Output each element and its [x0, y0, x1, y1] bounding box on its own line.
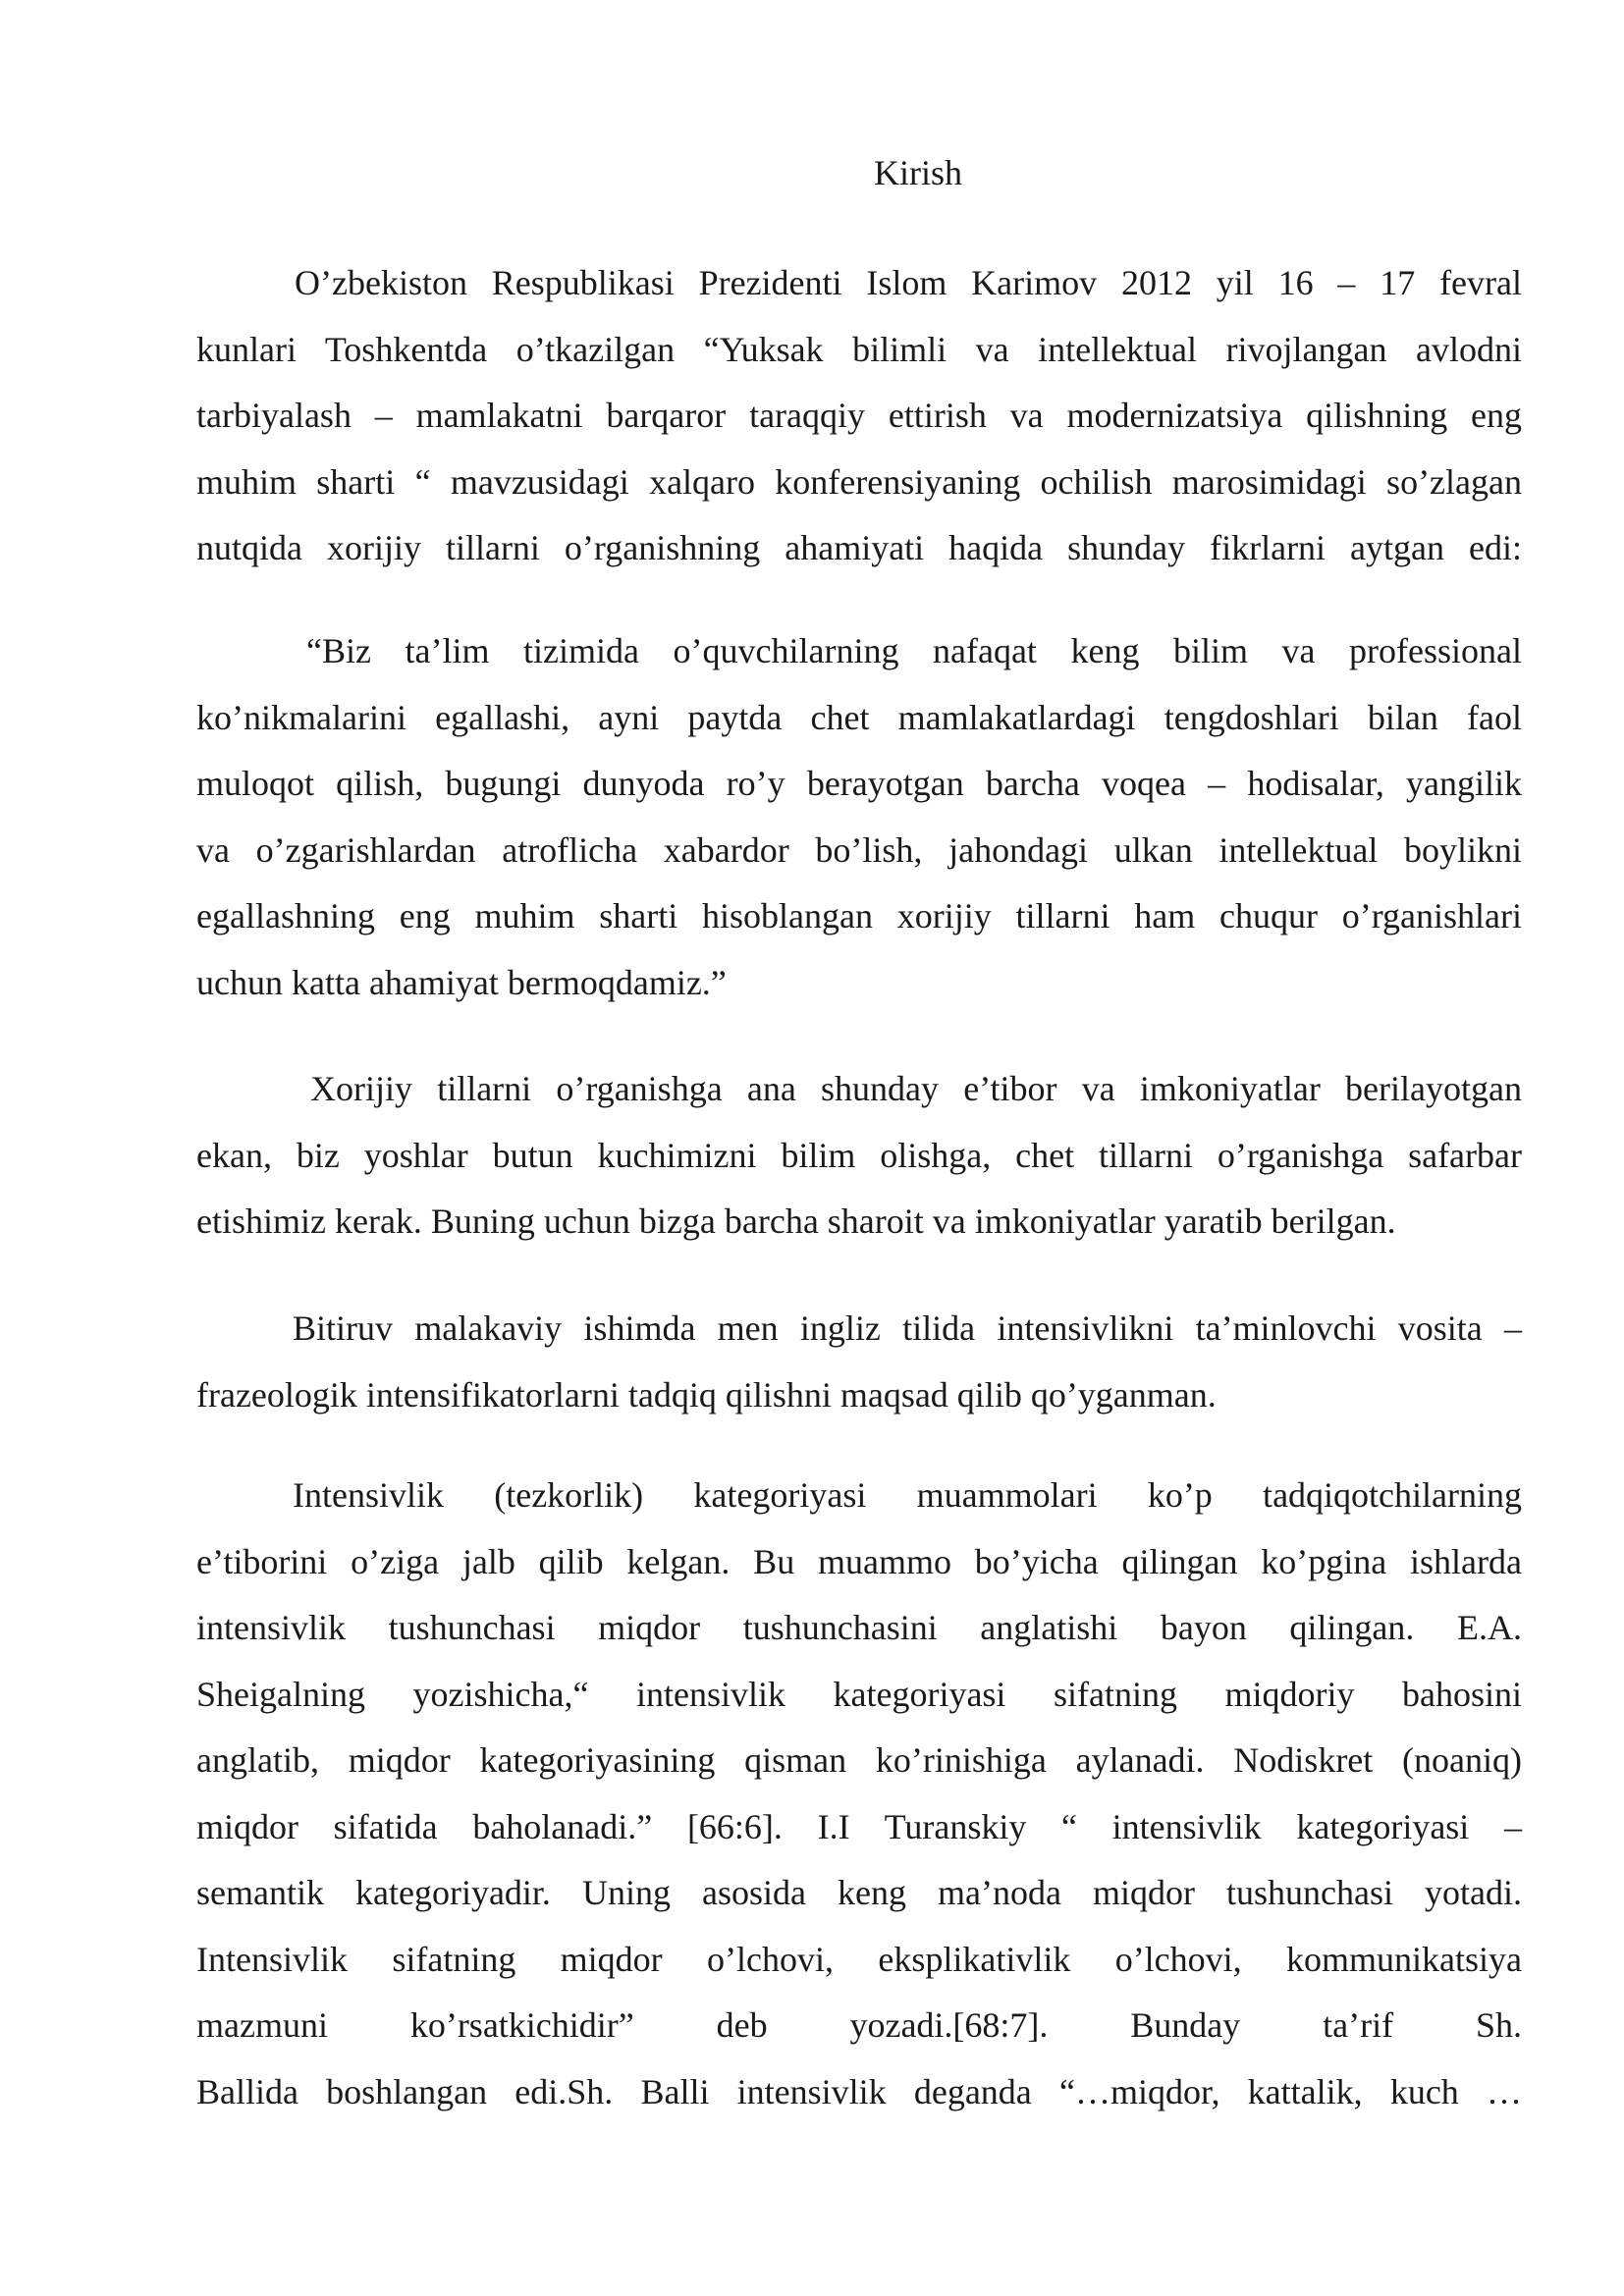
paragraph-line: anglatib, miqdor kategoriyasining qisman ko’rinishiga aylanadi. Nodiskret (noaniq) — [196, 1740, 1522, 1780]
paragraph-line-left: mazmuni ko’rsatkichidir” deb yozadi.[68:7]. — [196, 2005, 1049, 2045]
paragraph-line: Intensivlik sifatning miqdor o’lchovi, eksplikativlik o’lchovi, kommunikatsiya — [196, 1939, 1522, 1979]
paragraph-line: e’tiborini o’ziga jalb qilib kelgan. Bu muammo bo’yicha qilingan ko’pgina ishlarda — [196, 1541, 1522, 1581]
paragraph-line: semantik kategoriyadir. Uning asosida keng ma’noda miqdor tushunchasi yotadi. — [196, 1873, 1522, 1912]
paragraph-line: Ballida boshlangan edi.Sh. Balli intensivlik deganda “…miqdor, kattalik, kuch … — [196, 2071, 1522, 2111]
paragraph-line: tarbiyalash – mamlakatni barqaror taraqqiy ettirish va modernizatsiya qilishning eng — [196, 396, 1522, 435]
paragraph-line-right: Bunday ta’rif Sh. — [1130, 2005, 1523, 2045]
paragraph-line: kunlari Toshkentda o’tkazilgan “Yuksak bilimli va intellektual rivojlangan avlodni — [196, 329, 1522, 369]
paragraph-line: nutqida xorijiy tillarni o’rganishning ahamiyati haqida shunday fikrlarni aytgan edi: — [196, 528, 1522, 567]
paragraph-line: uchun katta ahamiyat bermoqdamiz.” — [196, 962, 727, 1002]
paragraph-1 — [196, 250, 1522, 582]
paragraph-line: muhim sharti “ mavzusidagi xalqaro konferensiyaning ochilish marosimidagi so’zlagan — [196, 461, 1522, 502]
paragraph-line: Xorijiy tillarni o’rganishga ana shunday e’tibor va imkoniyatlar berilayotgan — [310, 1069, 1522, 1108]
paragraph-4 — [196, 1296, 1522, 1428]
paragraph-5 — [196, 1463, 1522, 2125]
page-title: Kirish — [874, 153, 962, 192]
paragraph-line: etishimiz kerak. Buning uchun bizga barcha sharoit va imkoniyatlar yaratib berilgan. — [196, 1201, 1396, 1241]
paragraph-line: ko’nikmalarini egallashi, ayni paytda chet mamlakatlardagi tengdoshlari bilan faol — [196, 697, 1522, 737]
paragraph-line: va o’zgarishlardan atroflicha xabardor bo’lish, jahondagi ulkan intellektual boylikni — [196, 829, 1522, 870]
paragraph-line: Sheigalning yozishicha,“ intensivlik kategoriyasi sifatning miqdoriy bahosini — [196, 1674, 1522, 1714]
paragraph-line: egallashning eng muhim sharti hisoblangan xorijiy tillarni ham chuqur o’rganishlari — [196, 896, 1522, 935]
paragraph-line: miqdor sifatida baholanadi.” [66:6]. I.I Turanskiy “ intensivlik kategoriyasi – — [196, 1806, 1522, 1846]
paragraph-line: O’zbekiston Respublikasi Prezidenti Islom Karimov 2012 yil 16 – 17 fevral — [295, 263, 1522, 302]
paragraph-line-split — [196, 1993, 1522, 2059]
paragraph-2-quote — [196, 618, 1522, 1016]
paragraph-line: ekan, biz yoshlar butun kuchimizni bilim olishga, chet tillarni o’rganishga safarbar — [196, 1135, 1522, 1175]
paragraph-line: “Biz ta’lim tizimida o’quvchilarning nafaqat keng bilim va professional — [306, 631, 1522, 670]
paragraph-line: intensivlik tushunchasi miqdor tushunchasini anglatishi bayon qilingan. E.A. — [196, 1608, 1522, 1647]
paragraph-line: muloqot qilish, bugungi dunyoda ro’y berayotgan barcha voqea – hodisalar, yangilik — [196, 764, 1522, 803]
paragraph-line: frazeologik intensifikatorlarni tadqiq qilishni maqsad qilib qo’yganman. — [196, 1374, 1217, 1415]
paragraph-3 — [196, 1056, 1522, 1255]
paragraph-line: Bitiruv malakaviy ishimda men ingliz tilida intensivlikni ta’minlovchi vosita – — [293, 1308, 1522, 1348]
paragraph-line: Intensivlik (tezkorlik) kategoriyasi muammolari ko’p tadqiqotchilarning — [293, 1475, 1522, 1515]
